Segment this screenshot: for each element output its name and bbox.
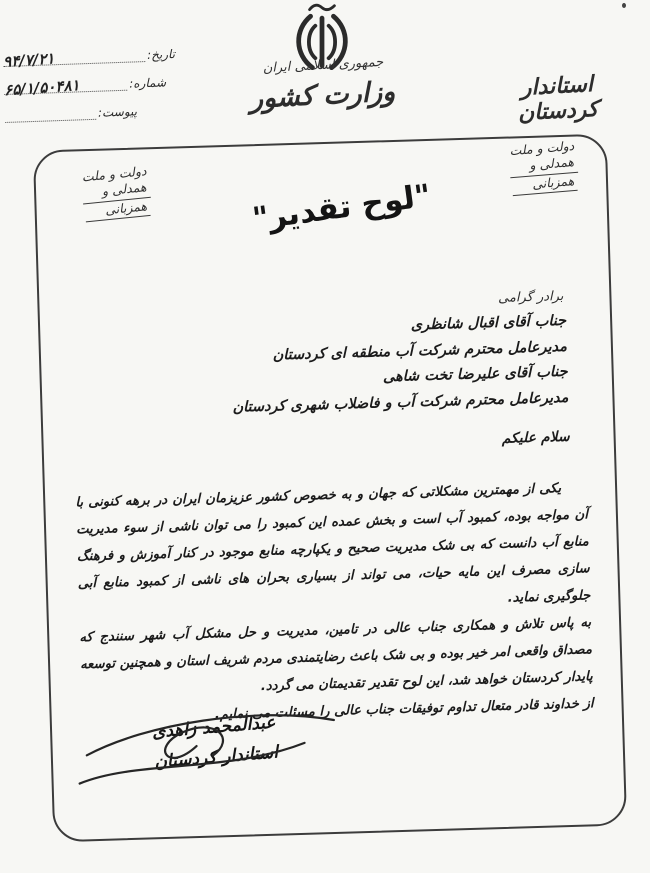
slogan-line-3: همزبانی xyxy=(84,197,150,222)
number-label: شماره: xyxy=(128,75,167,91)
republic-title: جمهوری اسلامی ایران xyxy=(262,54,384,77)
number-value: ۶۵/۱/۵۰۴۸۱ xyxy=(3,76,81,100)
number-dotted-line xyxy=(3,75,128,100)
letter-meta-block xyxy=(3,45,177,123)
recipient-name: جناب آقای علیرضا تخت شاهی xyxy=(382,363,568,386)
date-value: ۹۴/۷/۲۱ xyxy=(2,49,55,71)
year-slogan-stamp-right xyxy=(508,138,580,196)
slogan-line-1: دولت و ملت xyxy=(81,163,148,185)
letter-body xyxy=(75,474,594,732)
attachment-dotted-line xyxy=(5,104,96,123)
recipients-block xyxy=(230,309,569,421)
slogan-line-1: دولت و ملت xyxy=(509,137,576,159)
date-label: تاریخ: xyxy=(146,47,176,62)
signer-name: عبدالمحمد زاهدی xyxy=(151,712,277,743)
slogan-line-2: همدلی و xyxy=(509,154,578,178)
slogan-line-2: همدلی و xyxy=(81,179,150,204)
signer-title: استاندار کردستان xyxy=(153,742,279,773)
ministry-title: وزارت کشور xyxy=(249,76,396,115)
recipient-role: مدیرعامل محترم شرکت آب و فاضلاب شهری کردستان xyxy=(232,389,569,416)
governorate-title: استاندار کردستان xyxy=(517,72,599,127)
scan-artifact xyxy=(622,3,626,8)
greeting-line: برادر گرامی xyxy=(497,288,564,306)
body-paragraph-1: یکی از مهمترین مشکلاتی که جهان و به خصوص کشور عزیزمان ایران در برهه کنونی با آن مواجه بوده، کمبود آب است و بخش عمده این کمبود را می توان ناشی از سوء مدیریت منابع آب دانست که بی شک مدیریت صحیح و یکپارچه منابع موجود در کنار آموزش و فرهنگ سازی مصرف این مایه حیات، می تواند از بسیاری بحران های ناشی از کمبود منابع آبی جلوگیری نماید. xyxy=(75,481,591,606)
recipient-name: جناب آقای اقبال شانظری xyxy=(410,312,567,334)
body-closing-line: از خداوند قادر متعال تداوم توفیقات جناب عالی را مسئلت می نمایم. xyxy=(214,696,594,723)
certificate-border-box xyxy=(33,134,627,843)
attachment-row xyxy=(5,101,177,123)
recipient-role: مدیرعامل محترم شرکت آب منطقه ای کردستان xyxy=(272,338,568,364)
date-row xyxy=(2,45,176,71)
body-paragraph-2: به پاس تلاش و همکاری جناب عالی در تامین، مدیریت و حل مشکل آب شهر سنندج که مصداق واقعی امر خیر بوده و بی شک باعث رضایتمندی مردم شریف استان و همچنین توسعه پایدار کردستان خواهد شد، این لوح تقدیر تقدیمتان می گردد. xyxy=(79,615,593,695)
number-row xyxy=(3,73,176,100)
date-dotted-line xyxy=(2,46,146,71)
slogan-line-3: همزبانی xyxy=(512,172,578,196)
year-slogan-stamp-left xyxy=(80,163,153,222)
salutation-line: سلام علیکم xyxy=(501,428,570,447)
attachment-label: پیوست: xyxy=(97,104,138,120)
certificate-title: "لوح تقدیر" xyxy=(250,177,433,238)
